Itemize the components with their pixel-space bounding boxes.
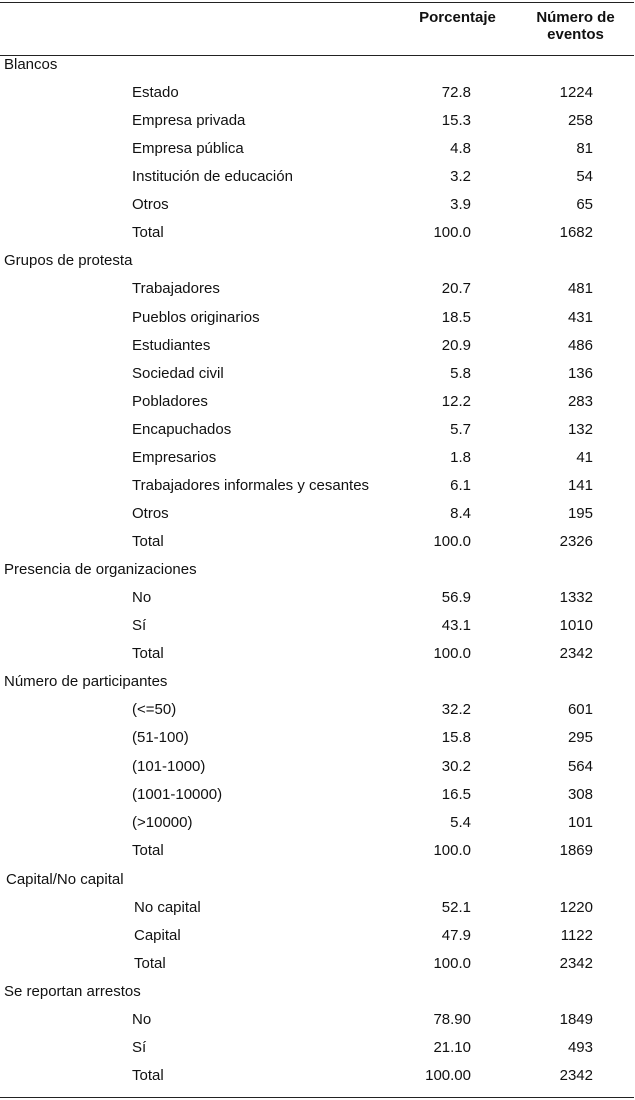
row-percentage: 4.8	[450, 140, 471, 158]
table-row	[0, 500, 635, 528]
row-event-count: 41	[576, 448, 593, 466]
row-event-count: 65	[576, 196, 593, 214]
table-row	[0, 696, 635, 724]
row-percentage: 100.0	[433, 224, 471, 242]
row-event-count: 136	[567, 364, 593, 382]
row-percentage: 16.5	[441, 785, 471, 803]
row-percentage: 1.8	[450, 448, 471, 466]
row-label: Estudiantes	[132, 336, 211, 354]
section-title: Grupos de protesta	[4, 252, 133, 270]
row-percentage: 15.8	[441, 729, 471, 747]
table-row	[0, 1062, 635, 1090]
row-percentage: 3.2	[450, 168, 471, 186]
row-label: Estado	[132, 84, 179, 102]
table-row	[0, 1006, 635, 1034]
row-event-count: 2326	[559, 533, 593, 551]
row-event-count: 195	[567, 504, 593, 522]
row-event-count: 54	[576, 168, 593, 186]
row-event-count: 2342	[559, 645, 593, 663]
row-event-count: 1332	[559, 589, 593, 607]
row-event-count: 1224	[559, 84, 593, 102]
section-title: Blancos	[4, 56, 58, 73]
row-label: (51-100)	[132, 729, 189, 747]
section-title: Capital/No capital	[6, 870, 124, 888]
table-row	[0, 388, 635, 416]
row-percentage: 100.0	[433, 645, 471, 663]
row-label: No capital	[134, 898, 201, 916]
table-row	[0, 584, 635, 612]
row-percentage: 3.9	[450, 196, 471, 214]
table-row	[0, 219, 635, 247]
row-label: Total	[134, 954, 166, 972]
row-event-count: 486	[567, 336, 593, 354]
row-label: Empresa privada	[132, 112, 246, 130]
row-label: Empresa pública	[132, 140, 244, 158]
row-label: Total	[132, 645, 164, 663]
row-event-count: 2342	[559, 1067, 593, 1085]
row-percentage: 5.4	[450, 813, 471, 831]
section-heading	[0, 866, 635, 894]
row-percentage: 20.9	[441, 336, 471, 354]
row-label: Sí	[132, 1039, 147, 1057]
row-percentage: 56.9	[441, 589, 471, 607]
table-row	[0, 894, 635, 922]
row-label: Pueblos originarios	[132, 308, 260, 326]
row-label: Total	[132, 533, 164, 551]
table-row	[0, 1034, 635, 1062]
row-percentage: 47.9	[441, 926, 471, 944]
row-label: Empresarios	[132, 448, 217, 466]
table-row	[0, 472, 635, 500]
section-heading	[0, 556, 635, 584]
row-event-count: 564	[567, 757, 593, 775]
table-row	[0, 416, 635, 444]
table-top-rule	[0, 2, 634, 3]
table-row	[0, 135, 635, 163]
row-label: Encapuchados	[132, 420, 232, 438]
row-event-count: 1869	[559, 841, 593, 859]
table-row	[0, 837, 635, 865]
row-event-count: 258	[567, 112, 593, 130]
row-event-count: 141	[567, 476, 593, 494]
section-title: Presencia de organizaciones	[4, 561, 197, 579]
row-event-count: 101	[567, 813, 593, 831]
row-label: (>10000)	[132, 813, 193, 831]
table-row	[0, 724, 635, 752]
row-label: Trabajadores	[132, 280, 220, 298]
row-event-count: 431	[567, 308, 593, 326]
table-row	[0, 332, 635, 360]
row-label: Trabajadores informales y cesantes	[132, 476, 370, 494]
table-row	[0, 922, 635, 950]
row-percentage: 21.10	[433, 1039, 471, 1057]
table-row	[0, 360, 635, 388]
row-event-count: 81	[576, 140, 593, 158]
row-event-count: 1682	[559, 224, 593, 242]
section-title: Número de participantes	[4, 673, 168, 691]
row-percentage: 100.0	[433, 954, 471, 972]
table-row	[0, 107, 635, 135]
section-heading	[0, 978, 635, 1006]
row-percentage: 43.1	[441, 617, 471, 635]
row-label: Institución de educación	[132, 168, 293, 186]
row-event-count: 295	[567, 729, 593, 747]
table-row	[0, 781, 635, 809]
row-event-count: 132	[567, 420, 593, 438]
row-percentage: 100.00	[425, 1067, 471, 1085]
row-percentage: 6.1	[450, 476, 471, 494]
table-row	[0, 528, 635, 556]
section-heading	[0, 668, 635, 696]
section-title: Se reportan arrestos	[4, 982, 141, 1000]
row-label: No	[132, 589, 152, 607]
row-label: Total	[132, 224, 164, 242]
row-label: Total	[132, 1067, 164, 1085]
row-event-count: 1220	[559, 898, 593, 916]
row-percentage: 12.2	[441, 392, 471, 410]
table-row	[0, 444, 635, 472]
row-percentage: 5.7	[450, 420, 471, 438]
row-label: Sí	[132, 617, 147, 635]
table-row	[0, 79, 635, 107]
row-label: Capital	[134, 926, 181, 944]
section-heading	[0, 247, 635, 275]
table-row	[0, 191, 635, 219]
table-row	[0, 304, 635, 332]
row-label: (101-1000)	[132, 757, 206, 775]
row-percentage: 30.2	[441, 757, 471, 775]
table-row	[0, 612, 635, 640]
table-row	[0, 640, 635, 668]
row-percentage: 5.8	[450, 364, 471, 382]
row-event-count: 308	[567, 785, 593, 803]
row-percentage: 78.90	[433, 1011, 471, 1029]
row-label: Otros	[132, 196, 169, 214]
row-percentage: 32.2	[441, 701, 471, 719]
row-percentage: 100.0	[433, 841, 471, 859]
row-percentage: 72.8	[441, 84, 471, 102]
table-row	[0, 275, 635, 303]
table-row	[0, 950, 635, 978]
row-event-count: 493	[567, 1039, 593, 1057]
row-event-count: 2342	[559, 954, 593, 972]
row-event-count: 1122	[560, 926, 593, 944]
row-percentage: 8.4	[450, 504, 471, 522]
row-percentage: 52.1	[441, 898, 471, 916]
table-row	[0, 753, 635, 781]
header-porcentaje: Porcentaje	[419, 9, 496, 26]
table-row	[0, 809, 635, 837]
row-percentage: 20.7	[441, 280, 471, 298]
row-label: Total	[132, 841, 164, 859]
table-row	[0, 163, 635, 191]
row-event-count: 283	[567, 392, 593, 410]
row-event-count: 1849	[559, 1011, 593, 1029]
row-label: No	[132, 1011, 152, 1029]
row-label: Sociedad civil	[132, 364, 224, 382]
row-label: (1001-10000)	[132, 785, 223, 803]
row-percentage: 100.0	[433, 533, 471, 551]
row-event-count: 601	[567, 701, 593, 719]
row-label: Otros	[132, 504, 169, 522]
header-numero-eventos: Número de eventos	[536, 9, 615, 43]
row-event-count: 1010	[559, 617, 593, 635]
row-percentage: 18.5	[441, 308, 471, 326]
row-percentage: 15.3	[441, 112, 471, 130]
row-label: Pobladores	[132, 392, 208, 410]
row-label: (<=50)	[132, 701, 177, 719]
table-bottom-rule	[0, 1097, 634, 1098]
row-event-count: 481	[567, 280, 593, 298]
section-heading	[0, 51, 635, 79]
